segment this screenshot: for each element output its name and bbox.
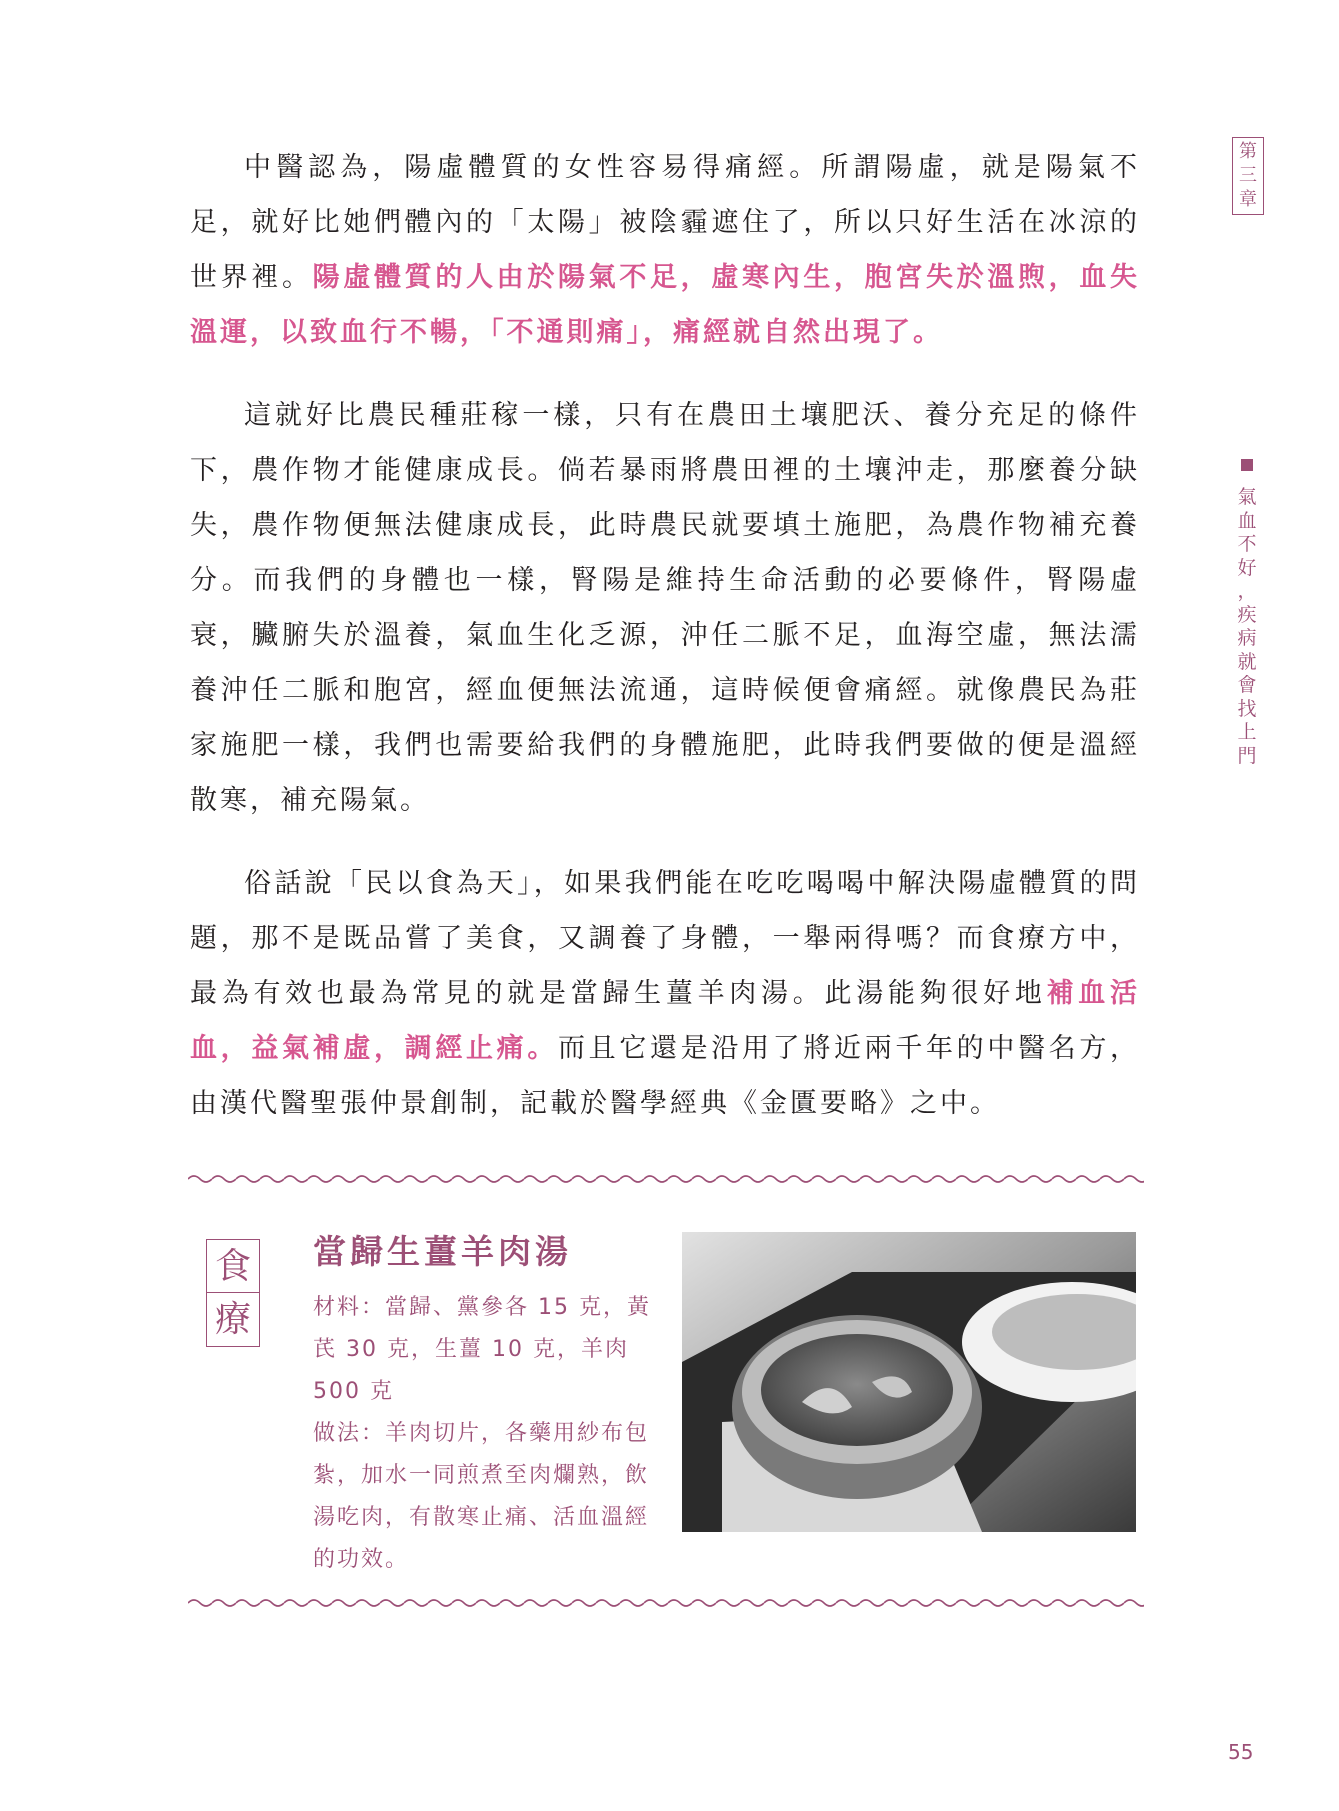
highlighted-text: 陽虛體質的人由於陽氣不足，虛寒內生，胞宮失於溫煦，血失溫運，以致血行不暢，「不通則痛」，痛經就自然出現了。 <box>190 262 1141 348</box>
recipe-body <box>313 1287 656 1581</box>
paragraph-2: 這就好比農民種莊稼一樣，只有在農田土壤肥沃、養分充足的條件下，農作物才能健康成長。倘若暴雨將農田裡的土壤沖走，那麼養分缺失，農作物便無法健康成長，此時農民就要填土施肥，為農作物補充養分。而我們的身體也一樣，腎陽是維持生命活動的必要條件，腎陽虛衰，臟腑失於溫養，氣血生化乏源，沖任二脈不足，血海空虛，無法濡養沖任二脈和胞宮，經血便無法流通，這時候便會痛經。就像農民為莊家施肥一樣，我們也需要給我們的身體施肥，此時我們要做的便是溫經散寒，補充陽氣。 <box>190 400 1140 816</box>
bullet-square-icon <box>1241 459 1253 471</box>
page-number: 55 <box>1228 1740 1254 1764</box>
chapter-tab: 第 三 章 <box>1232 137 1264 215</box>
highlighted-text: 補血活血，益氣補虛，調經止痛。 <box>190 978 1141 1064</box>
food-therapy-label: 食 療 <box>206 1239 260 1347</box>
recipe-title: 當歸生薑羊肉湯 <box>313 1232 572 1271</box>
recipe-method: 做法：羊肉切片，各藥用紗布包紮，加水一同煎煮至肉爛熟，飲湯吃肉，有散寒止痛、活血溫經的功效。 <box>313 1421 650 1572</box>
paragraph-3: 俗話說「民以食為天」，如果我們能在吃吃喝喝中解決陽虛體質的問題，那不是既品嘗了美食，又調養了身體，一舉兩得嗎？而食療方中，最為有效也最為常見的就是當歸生薑羊肉湯。此湯能夠很好地補血活血，益氣補虛，調經止痛。而且它還是沿用了將近兩千年的中醫名方，由漢代醫聖張仲景創制，記載於醫學經典《金匱要略》之中。 <box>190 868 1141 1119</box>
wavy-divider-bottom <box>188 1596 1144 1610</box>
chapter-title-vertical: 氣 血 不 好 ， 疾 病 就 會 找 上 門 <box>1237 486 1257 767</box>
wavy-divider-top <box>188 1172 1144 1186</box>
soup-photo <box>682 1232 1136 1532</box>
recipe-materials: 材料：當歸、黨參各 15 克，黃芪 30 克，生薑 10 克，羊肉 500 克 <box>313 1295 651 1404</box>
main-text <box>190 140 1140 1159</box>
paragraph-1: 中醫認為，陽虛體質的女性容易得痛經。所謂陽虛，就是陽氣不足，就好比她們體內的「太陽」被陰霾遮住了，所以只好生活在冰涼的世界裡。陽虛體質的人由於陽氣不足，虛寒內生，胞宮失於溫煦，血失溫運，以致血行不暢，「不通則痛」，痛經就自然出現了。 <box>190 152 1141 348</box>
